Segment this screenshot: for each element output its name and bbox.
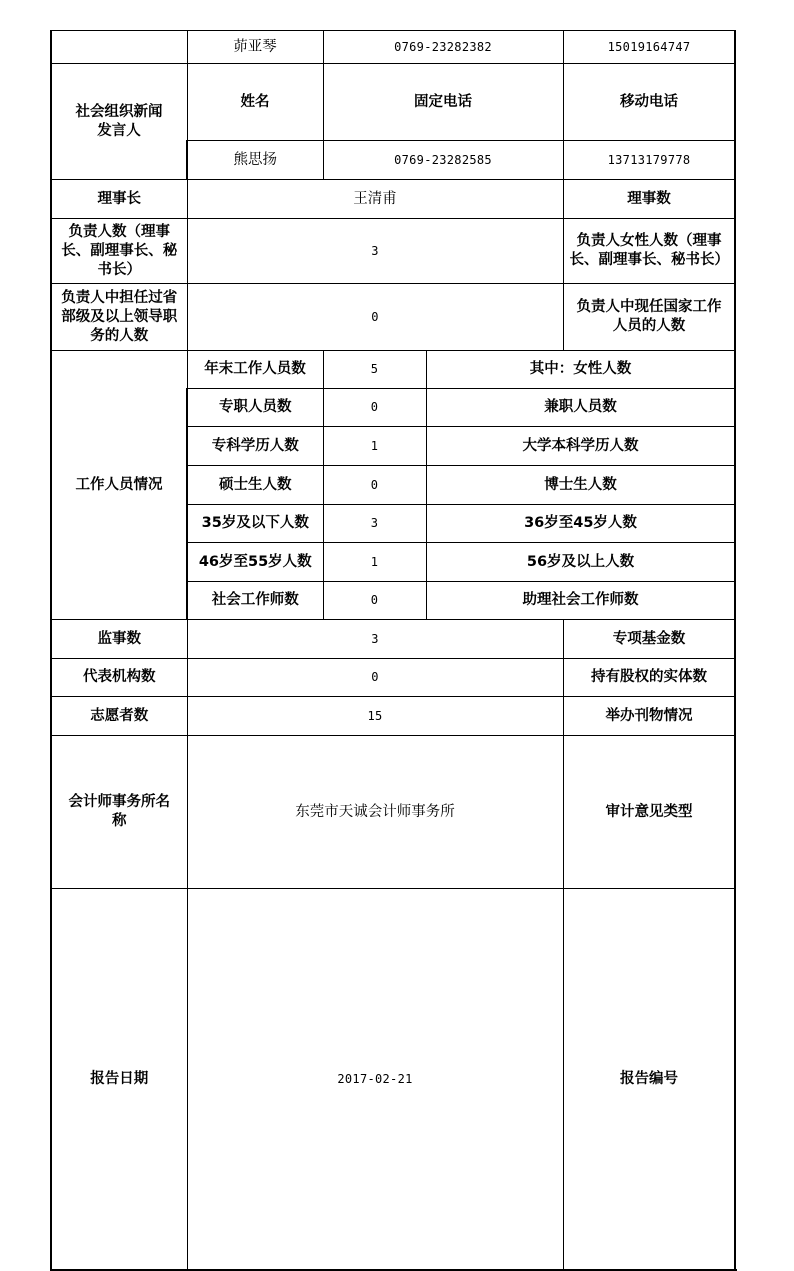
audit-row (51, 736, 735, 889)
organization-info-table (50, 30, 736, 1271)
volunteers-value: 15 (187, 697, 563, 736)
report-row (51, 889, 735, 1271)
header-mobile: 移动电话 (563, 64, 735, 141)
staff-a-label: 专科学历人数 (187, 427, 323, 466)
report-number-label: 报告编号 (563, 889, 735, 1271)
staff-b-label: 36岁至45岁人数 (426, 505, 735, 543)
contact-name: 茆亚琴 (187, 31, 323, 64)
staff-a-value: 5 (323, 351, 426, 389)
volunteers-row (51, 697, 735, 736)
staff-b-label: 其中：女性人数 (426, 351, 735, 389)
staff-a-label: 硕士生人数 (187, 466, 323, 505)
spokesperson-label (51, 64, 187, 180)
fund-label: 专项基金数 (563, 620, 735, 659)
spokesperson-header-row (51, 64, 735, 141)
officials-staff-label: 负责人中现任国家工作人员的人数 (563, 284, 735, 351)
supervisors-row (51, 620, 735, 659)
contact-phone: 0769-23282382 (323, 31, 563, 64)
header-phone: 固定电话 (323, 64, 563, 141)
spokesperson-name: 熊思扬 (187, 141, 323, 180)
branches-row (51, 659, 735, 697)
contact-row-blank (51, 31, 187, 64)
equity-label: 持有股权的实体数 (563, 659, 735, 697)
spokesperson-mobile: 13713179778 (563, 141, 735, 180)
staff-a-value: 1 (323, 427, 426, 466)
spokesperson-phone: 0769-23282585 (323, 141, 563, 180)
officials-row (51, 284, 735, 351)
staff-row (51, 351, 735, 389)
staff-a-value: 0 (323, 466, 426, 505)
staff-b-label: 兼职人员数 (426, 389, 735, 427)
staff-b-label: 大学本科学历人数 (426, 427, 735, 466)
publication-label: 举办刊物情况 (563, 697, 735, 736)
branches-label: 代表机构数 (51, 659, 187, 697)
staff-a-value: 0 (323, 582, 426, 620)
staff-label: 工作人员情况 (51, 351, 187, 620)
leaders-label: 负责人数（理事长、副理事长、秘书长） (51, 219, 187, 284)
staff-b-label: 博士生人数 (426, 466, 735, 505)
staff-a-label: 年末工作人员数 (187, 351, 323, 389)
audit-firm-value: 东莞市天诚会计师事务所 (187, 736, 563, 889)
staff-b-label: 助理社会工作师数 (426, 582, 735, 620)
contact-mobile: 15019164747 (563, 31, 735, 64)
volunteers-label: 志愿者数 (51, 697, 187, 736)
staff-a-label: 专职人员数 (187, 389, 323, 427)
leaders-value: 3 (187, 219, 563, 284)
staff-a-label: 35岁及以下人数 (187, 505, 323, 543)
officials-label: 负责人中担任过省部级及以上领导职务的人数 (51, 284, 187, 351)
staff-a-value: 3 (323, 505, 426, 543)
report-date-value: 2017-02-21 (187, 889, 563, 1271)
staff-a-value: 1 (323, 543, 426, 582)
contact-row (51, 31, 735, 64)
branches-value: 0 (187, 659, 563, 697)
leaders-female-label: 负责人女性人数（理事长、副理事长、秘书长） (563, 219, 735, 284)
staff-a-value: 0 (323, 389, 426, 427)
leaders-row (51, 219, 735, 284)
staff-a-label: 46岁至55岁人数 (187, 543, 323, 582)
audit-firm-label: 会计师事务所名称 (51, 736, 187, 889)
spokesperson-label-text: 社会组织新闻发言人 (75, 103, 163, 139)
chairman-value: 王清甫 (187, 180, 563, 219)
staff-a-label: 社会工作师数 (187, 582, 323, 620)
supervisors-label: 监事数 (51, 620, 187, 659)
audit-opinion-label: 审计意见类型 (563, 736, 735, 889)
report-date-label: 报告日期 (51, 889, 187, 1271)
supervisors-value: 3 (187, 620, 563, 659)
header-name: 姓名 (187, 64, 323, 141)
chairman-label: 理事长 (51, 180, 187, 219)
officials-value: 0 (187, 284, 563, 351)
chairman-row (51, 180, 735, 219)
staff-b-label: 56岁及以上人数 (426, 543, 735, 582)
director-count-label: 理事数 (563, 180, 735, 219)
